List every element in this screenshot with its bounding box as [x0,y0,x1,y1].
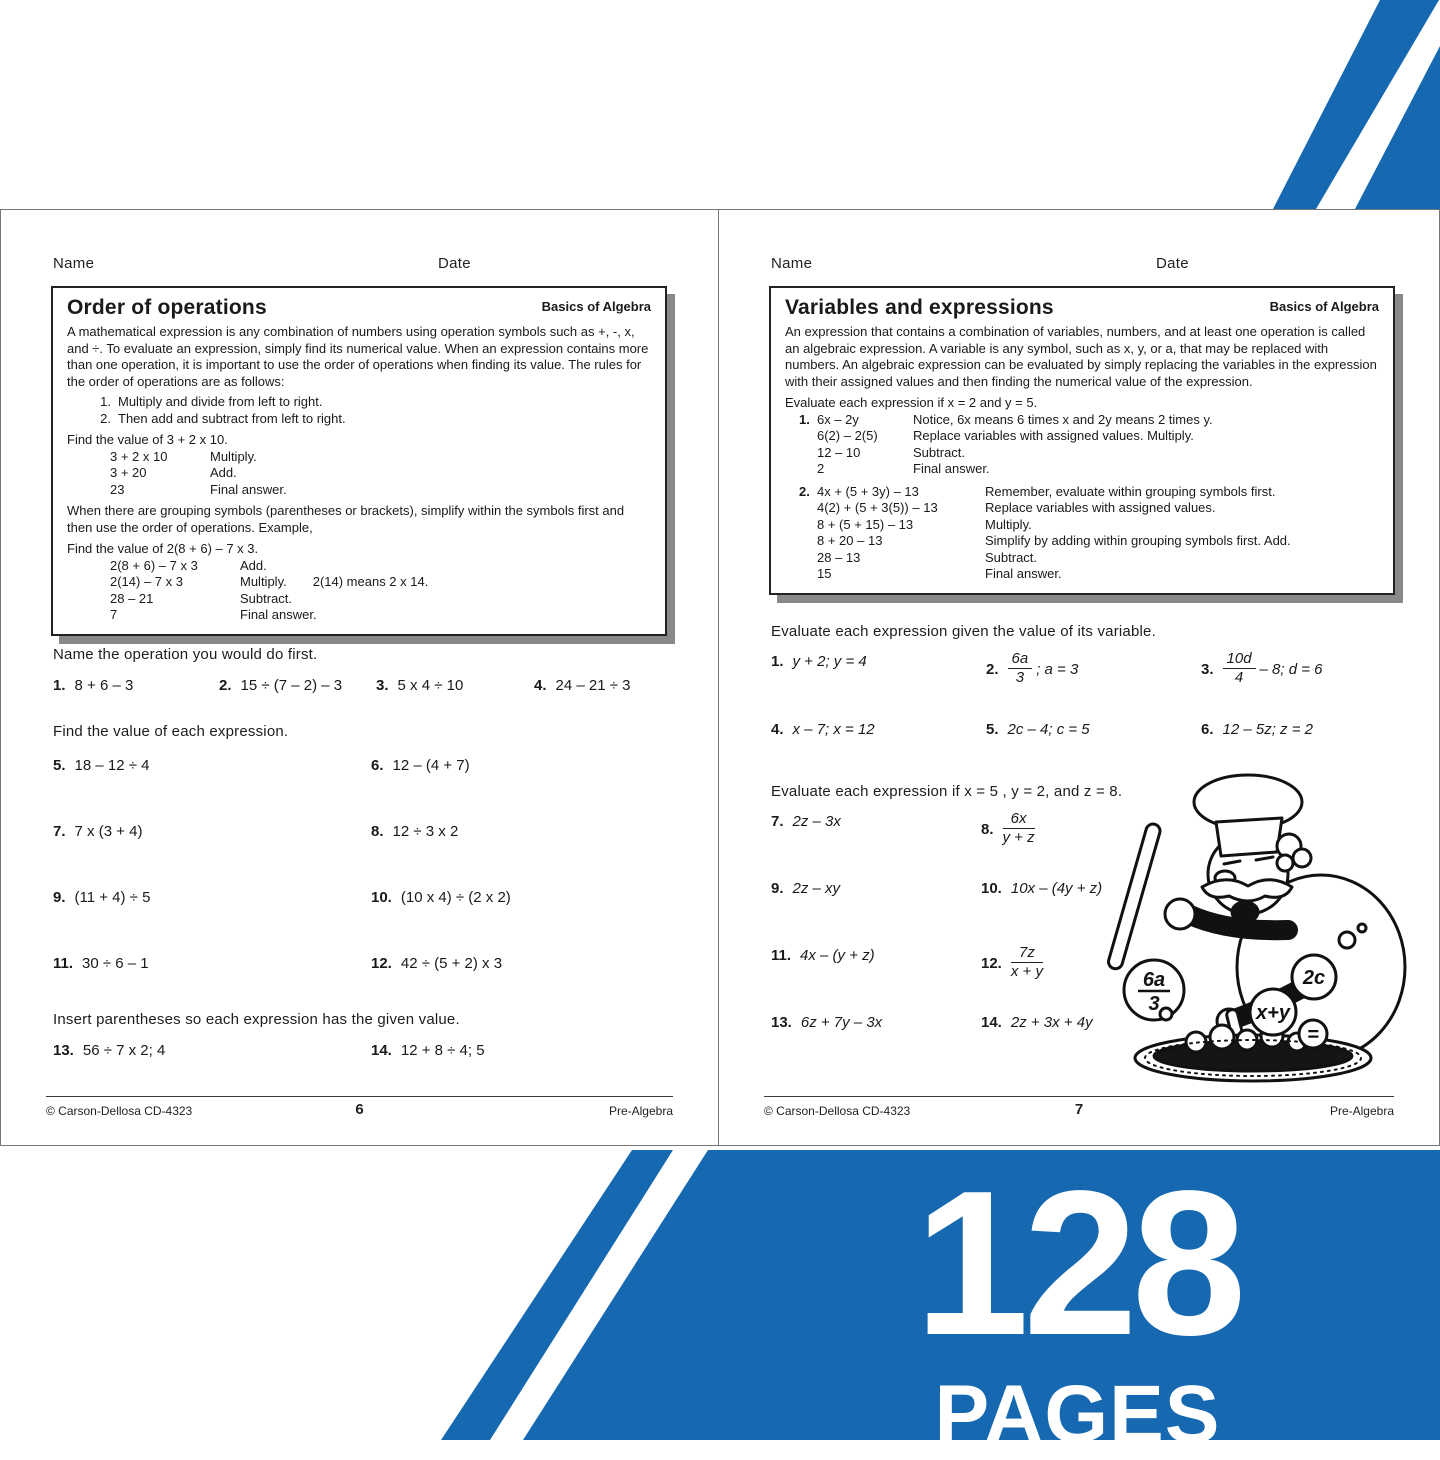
example-lead: Evaluate each expression if x = 2 and y = 5. [785,395,1038,410]
exercise-item: 12. 42 ÷ (5 + 2) x 3 [371,955,503,972]
lesson-title: Order of operations [67,296,267,319]
exercise-item: 8. 12 ÷ 3 x 2 [371,823,459,840]
example2-steps: 2(8 + 6) – 7 x 3 Add. 2(14) – 7 x 3 Multiply. 2(14) means 2 x 14. 28 – 21 Subtract. 7 Final answer. [110,557,429,622]
bubble-2c: 2c [1302,967,1326,989]
exercise-item: 5. 2c – 4; c = 5 [986,721,1090,738]
exercise-item: 5. 18 – 12 ÷ 4 [53,757,150,774]
example2-steps: 2. 4x + (5 + 3y) – 13 Remember, evaluate within grouping symbols first. 4(2) + (5 + 3(5)) – 13 Replace variables with assigned values. 8 + (5 + 15) – 13 Multiply. 8 + 20 – 13 Simplify by adding within grouping symbols first. Add. 28 – 13 Subtract. 15 Final answer. [799,483,1291,581]
page-count-number: 128 [914,1148,1241,1378]
unit-label: Basics of Algebra [541,299,651,314]
exercise-item: 2. 15 ÷ (7 – 2) – 3 [219,677,343,694]
date-label: Date [438,255,471,272]
exercise-item: 11. 30 ÷ 6 – 1 [53,955,149,972]
exercise-item: 1. y + 2; y = 4 [771,653,867,670]
lesson-title: Variables and expressions [785,296,1054,319]
section-find-value: Find the value of each expression. 5. 18 – 12 ÷ 4 6. 12 – (4 + 7) 7. 7 x (3 + 4) 8. 12 ÷ 3 x 2 9. (11 + 4) ÷ 5 10. (10 x 4) ÷ (2 x 2) 11. 30 ÷ 6 – 1 12. 42 ÷ (5 + 2) x 3 [53,723,692,1021]
exercise-item: 1. 8 + 6 – 3 [53,677,134,694]
exercise-item: 8. $\frac{6x}{y + z}$ [981,810,1035,846]
date-label: Date [1156,255,1189,272]
exercise-item: 9. (11 + 4) ÷ 5 [53,889,151,906]
lesson-intro: An expression that contains a combination of variables, numbers, and at least one operation is called an algebraic expression. A variable is any symbol, such as x, y, or a, that may be replaced with numbers. An algebraic expression can be evaluated by simply replacing the variables in the expression with their assigned values and then finding the numerical value of the expression. [785,324,1377,389]
section-evaluate-variable: Evaluate each expression given the value of its variable. 1. y + 2; y = 4 2. $\frac{6a}{3}$ ; a = 3 3. $\frac{10d}{4}$ – 8; d = 6 4. x – 7; x = 12 5. 2c – 4; c = 5 6. 12 – 5z; z = 2 [771,623,1413,789]
worksheet-page-left [0,209,719,1146]
lesson-box-order-of-operations [51,286,667,636]
exercise-item: 10. 10x – (4y + z) [981,880,1103,897]
exercise-item: 4. 24 – 21 ÷ 3 [534,677,631,694]
exercise-item: 7. 7 x (3 + 4) [53,823,143,840]
page-number: 7 [1074,1101,1084,1118]
exercise-item: 7. 2z – 3x [771,813,841,830]
section-insert-parentheses: Insert parentheses so each expression has the given value. 13. 56 ÷ 7 x 2; 4 14. 12 + 8 ÷ 4; 5 [53,1011,692,1059]
exercise-item: 4. x – 7; x = 12 [771,721,875,738]
bubble-xy: x+y [1256,1002,1290,1024]
worksheet-page-right [718,209,1440,1146]
exercise-item: 14. 12 + 8 ÷ 4; 5 [371,1042,485,1059]
exercise-item: 3. 5 x 4 ÷ 10 [376,677,464,694]
unit-label: Basics of Algebra [1269,299,1379,314]
exercise-item: 14. 2z + 3x + 4y [981,1014,1093,1031]
example2-lead: Find the value of 2(8 + 6) – 7 x 3. [67,541,259,556]
name-label: Name [53,255,95,272]
exercise-item: 12. $\frac{7z}{x + y}$ [981,944,1043,980]
copyright: © Carson-Dellosa CD-4323 [764,1104,911,1118]
bubble-6a: 6a [1142,969,1166,991]
chef-illustration [1076,772,1411,1092]
lesson-intro: A mathematical expression is any combination of numbers using operation symbols such as +, -, x, and ÷. To evaluate an expression, simply find its numerical value. When an expression contains more than one operation, it is important to use the order of operations when finding its value. The rules for the order of operations are as follows: [67,324,649,389]
bubble-3: 3 [1148,993,1160,1015]
bubble-equals: = [1307,1024,1319,1046]
exercise-item: 3. $\frac{10d}{4}$ – 8; d = 6 [1201,650,1323,686]
section-name-operation: Name the operation you would do first. 1. 8 + 6 – 3 2. 15 ÷ (7 – 2) – 3 3. 5 x 4 ÷ 10 4. 24 – 21 ÷ 3 [53,646,692,694]
page-count-banner [905,1148,1250,1460]
exercise-item: 13. 56 ÷ 7 x 2; 4 [53,1042,166,1059]
name-label: Name [771,255,813,272]
copyright: © Carson-Dellosa CD-4323 [46,1104,193,1118]
exercise-item: 6. 12 – 5z; z = 2 [1201,721,1313,738]
exercise-item: 13. 6z + 7y – 3x [771,1014,883,1031]
page-count-label: PAGES [934,1369,1221,1460]
exercise-item: 10. (10 x 4) ÷ (2 x 2) [371,889,511,906]
grouping-note: When there are grouping symbols (parentheses or brackets), simplify within the symbols first and then use the order of operations. Example, [67,503,625,535]
exercise-item: 9. 2z – xy [771,880,841,897]
series-name: Pre-Algebra [608,1104,673,1118]
rules-list: 1. Multiply and divide from left to right. 2. Then add and subtract from left to right. [100,394,346,426]
exercise-item: 11. 4x – (y + z) [771,947,875,964]
section-evaluate-xyz: Evaluate each expression if x = 5 , y = 2, and z = 8. 7. 2z – 3x 8. $\frac{6x}{y + z}$ 9. 2z – xy 10. 10x – (4y + z) 11. 4x – (y + z) 12. $\frac{7z}{x + y}$ 13. 6z + 7y – 3x 14. 2z + 3x + 4y [771,783,1413,1081]
lesson-box-variables-expressions [769,286,1395,595]
example1-lead: Find the value of 3 + 2 x 10. [67,432,228,447]
page-number: 6 [355,1101,364,1118]
example1-steps: 1. 6x – 2y Notice, 6x means 6 times x and 2y means 2 times y. 6(2) – 2(5) Replace variables with assigned values. Multiply. 12 – 10 Subtract. 2 Final answer. [799,411,1213,476]
example1-steps: 3 + 2 x 10 Multiply. 3 + 20 Add. 23 Final answer. [110,448,287,497]
page-footer [46,1096,673,1118]
series-name: Pre-Algebra [1329,1104,1394,1118]
page-footer [764,1096,1394,1118]
exercise-item: 6. 12 – (4 + 7) [371,757,470,774]
exercise-item: 2. $\frac{6a}{3}$ ; a = 3 [986,650,1079,686]
